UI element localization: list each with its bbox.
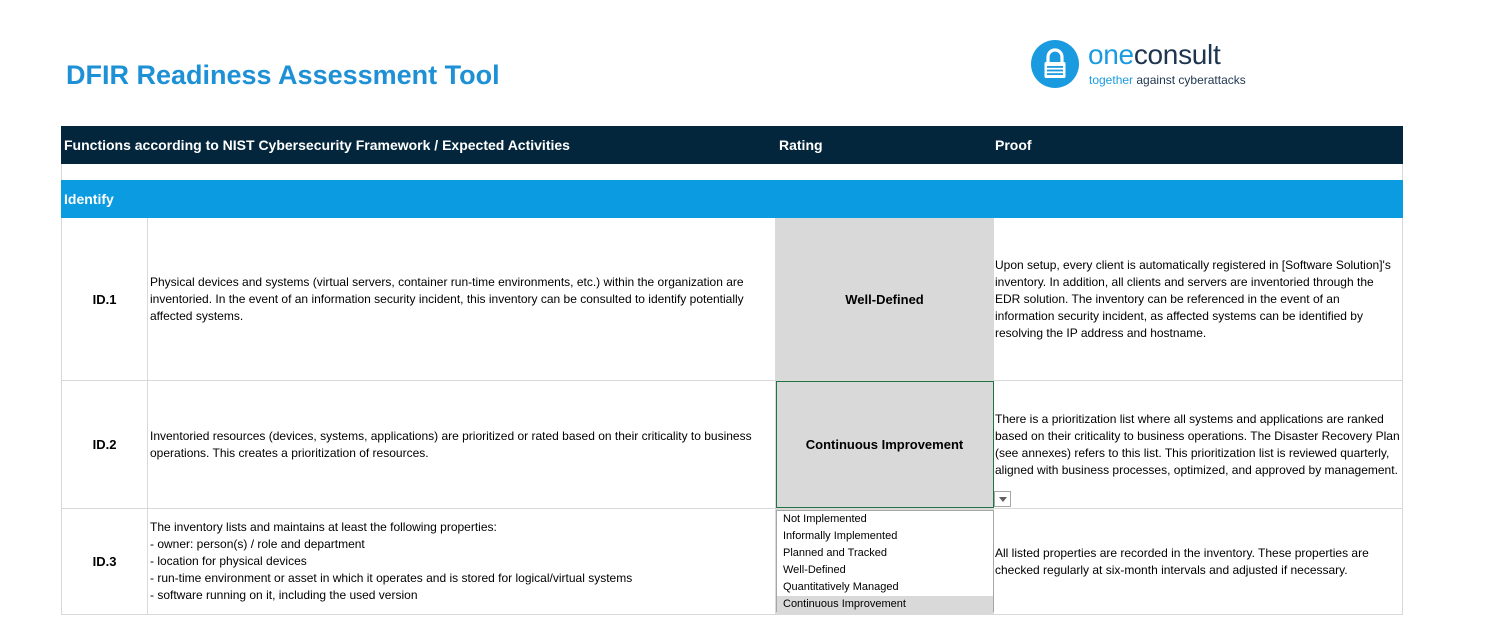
proof-cell[interactable]: There is a prioritization list where all systems and applications are ranked based on their criticality to business operations. The Disaster Recovery Plan (see annexes) refers to this list. This prioritization list is reviewed quarterly, aligned with business processes, optimized, and approved by management. — [994, 381, 1403, 508]
page-title: DFIR Readiness Assessment Tool — [66, 60, 500, 90]
dropdown-option-not-implemented[interactable]: Not Implemented — [783, 513, 867, 525]
oneconsult-logo — [1031, 40, 1281, 90]
header-proof: Proof — [995, 137, 1032, 153]
dropdown-option-well-defined[interactable]: Well-Defined — [783, 564, 846, 576]
proof-cell[interactable]: Upon setup, every client is automatically registered in [Software Solution]'s inventory. In addition, all clients and servers are inventoried through the EDR solution. The inventory can be referenced in the event of an information security incident, as affected systems can be identified by resolving the IP address and hostname. — [994, 218, 1403, 380]
proof-cell[interactable]: All listed properties are recorded in the inventory. These properties are checked regularly at six-month intervals and adjusted if necessary. — [994, 509, 1403, 614]
section-label: Identify — [64, 191, 114, 207]
table-row — [61, 218, 1403, 381]
dropdown-option-planned-and-tracked[interactable]: Planned and Tracked — [783, 547, 887, 559]
rating-cell[interactable]: Well-Defined — [776, 218, 994, 380]
header-rating: Rating — [779, 137, 823, 153]
table-header — [61, 126, 1403, 164]
dropdown-option-continuous-improvement[interactable]: Continuous Improvement — [777, 596, 993, 613]
logo-tagline: together against cyberattacks — [1089, 73, 1246, 87]
padlock-icon — [1031, 40, 1079, 88]
dropdown-arrow-icon[interactable] — [994, 491, 1011, 507]
section-header-identify[interactable] — [61, 180, 1403, 218]
row-id-cell[interactable]: ID.1 — [61, 218, 148, 380]
table-row — [61, 381, 1403, 509]
rating-cell-selected[interactable]: Continuous Improvement — [776, 381, 994, 508]
dropdown-option-informally-implemented[interactable]: Informally Implemented — [783, 530, 898, 542]
description-cell[interactable]: Physical devices and systems (virtual servers, container run-time environments, etc.) within the organization are inventoried. In the event of an information security incident, this inventory can be consulted to identify potentially affected systems. — [148, 218, 776, 380]
rating-dropdown-list — [776, 510, 994, 612]
logo-wordmark: oneconsult — [1088, 39, 1221, 70]
header-functions: Functions according to NIST Cybersecurity Framework / Expected Activities — [64, 137, 570, 153]
description-cell[interactable]: The inventory lists and maintains at least the following properties: - owner: person(s) / role and department - location for physical devices - run-time environment or asset in which it operates and is stored for logical/virtual systems - software running on it, including the used version — [148, 509, 776, 614]
description-cell[interactable]: Inventoried resources (devices, systems, applications) are prioritized or rated based on their criticality to business operations. This creates a prioritization of resources. — [148, 381, 776, 508]
dropdown-option-quantitatively-managed[interactable]: Quantitatively Managed — [783, 581, 899, 593]
table-row — [61, 509, 1403, 615]
spacer-row — [61, 164, 1403, 180]
row-id-cell[interactable]: ID.3 — [61, 509, 148, 614]
row-id-cell[interactable]: ID.2 — [61, 381, 148, 508]
